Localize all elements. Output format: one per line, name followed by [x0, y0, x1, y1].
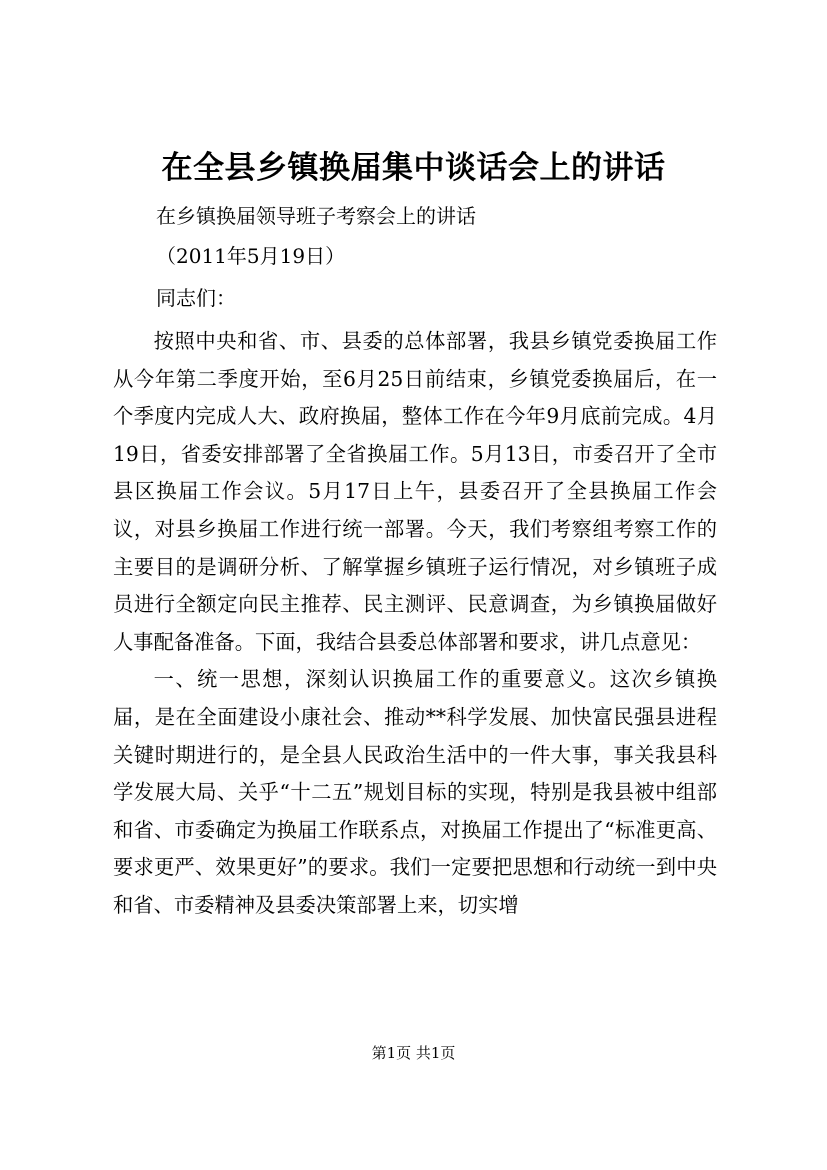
paragraph-2: 一、统一思想，深刻认识换届工作的重要意义。这次乡镇换届，是在全面建设小康社会、推动**科学发展、加快富民强县进程关键时期进行的，是全县人民政治生活中的一件大事，事关我县科学发展大局、关乎“十二五”规划目标的实现，特别是我县被中组部和省、市委确定为换届工作联系点，对换届工作提出了“标准更高、要求更严、效果更好”的要求。我们一定要把思想和行动统一到中央和省、市委精神及县委决策部署上来，切实增	[113, 667, 717, 917]
document-date: （2011年5月19日）	[156, 244, 346, 268]
paragraph-1: 按照中央和省、市、县委的总体部署，我县乡镇党委换届工作从今年第二季度开始，至6月25日前结束，乡镇党委换届后，在一个季度内完成人大、政府换届，整体工作在今年9月底前完成。4月19日，省委安排部署了全省换届工作。5月13日，市委召开了全市县区换届工作会议。5月17日上午，县委召开了全县换届工作会议，对县乡换届工作进行统一部署。今天，我们考察组考察工作的主要目的是调研分析、了解掌握乡镇班子运行情况，对乡镇班子成员进行全额定向民主推荐、民主测评、民意调查，为乡镇换届做好人事配备准备。下面，我结合县委总体部署和要求，讲几点意见：	[113, 329, 717, 654]
document-title: 在全县乡镇换届集中谈话会上的讲话	[161, 150, 666, 186]
salutation: 同志们：	[156, 286, 236, 310]
document-subtitle: 在乡镇换届领导班子考察会上的讲话	[156, 204, 476, 228]
document-body	[113, 323, 717, 925]
page-footer: 第1页 共1页	[371, 1044, 456, 1062]
